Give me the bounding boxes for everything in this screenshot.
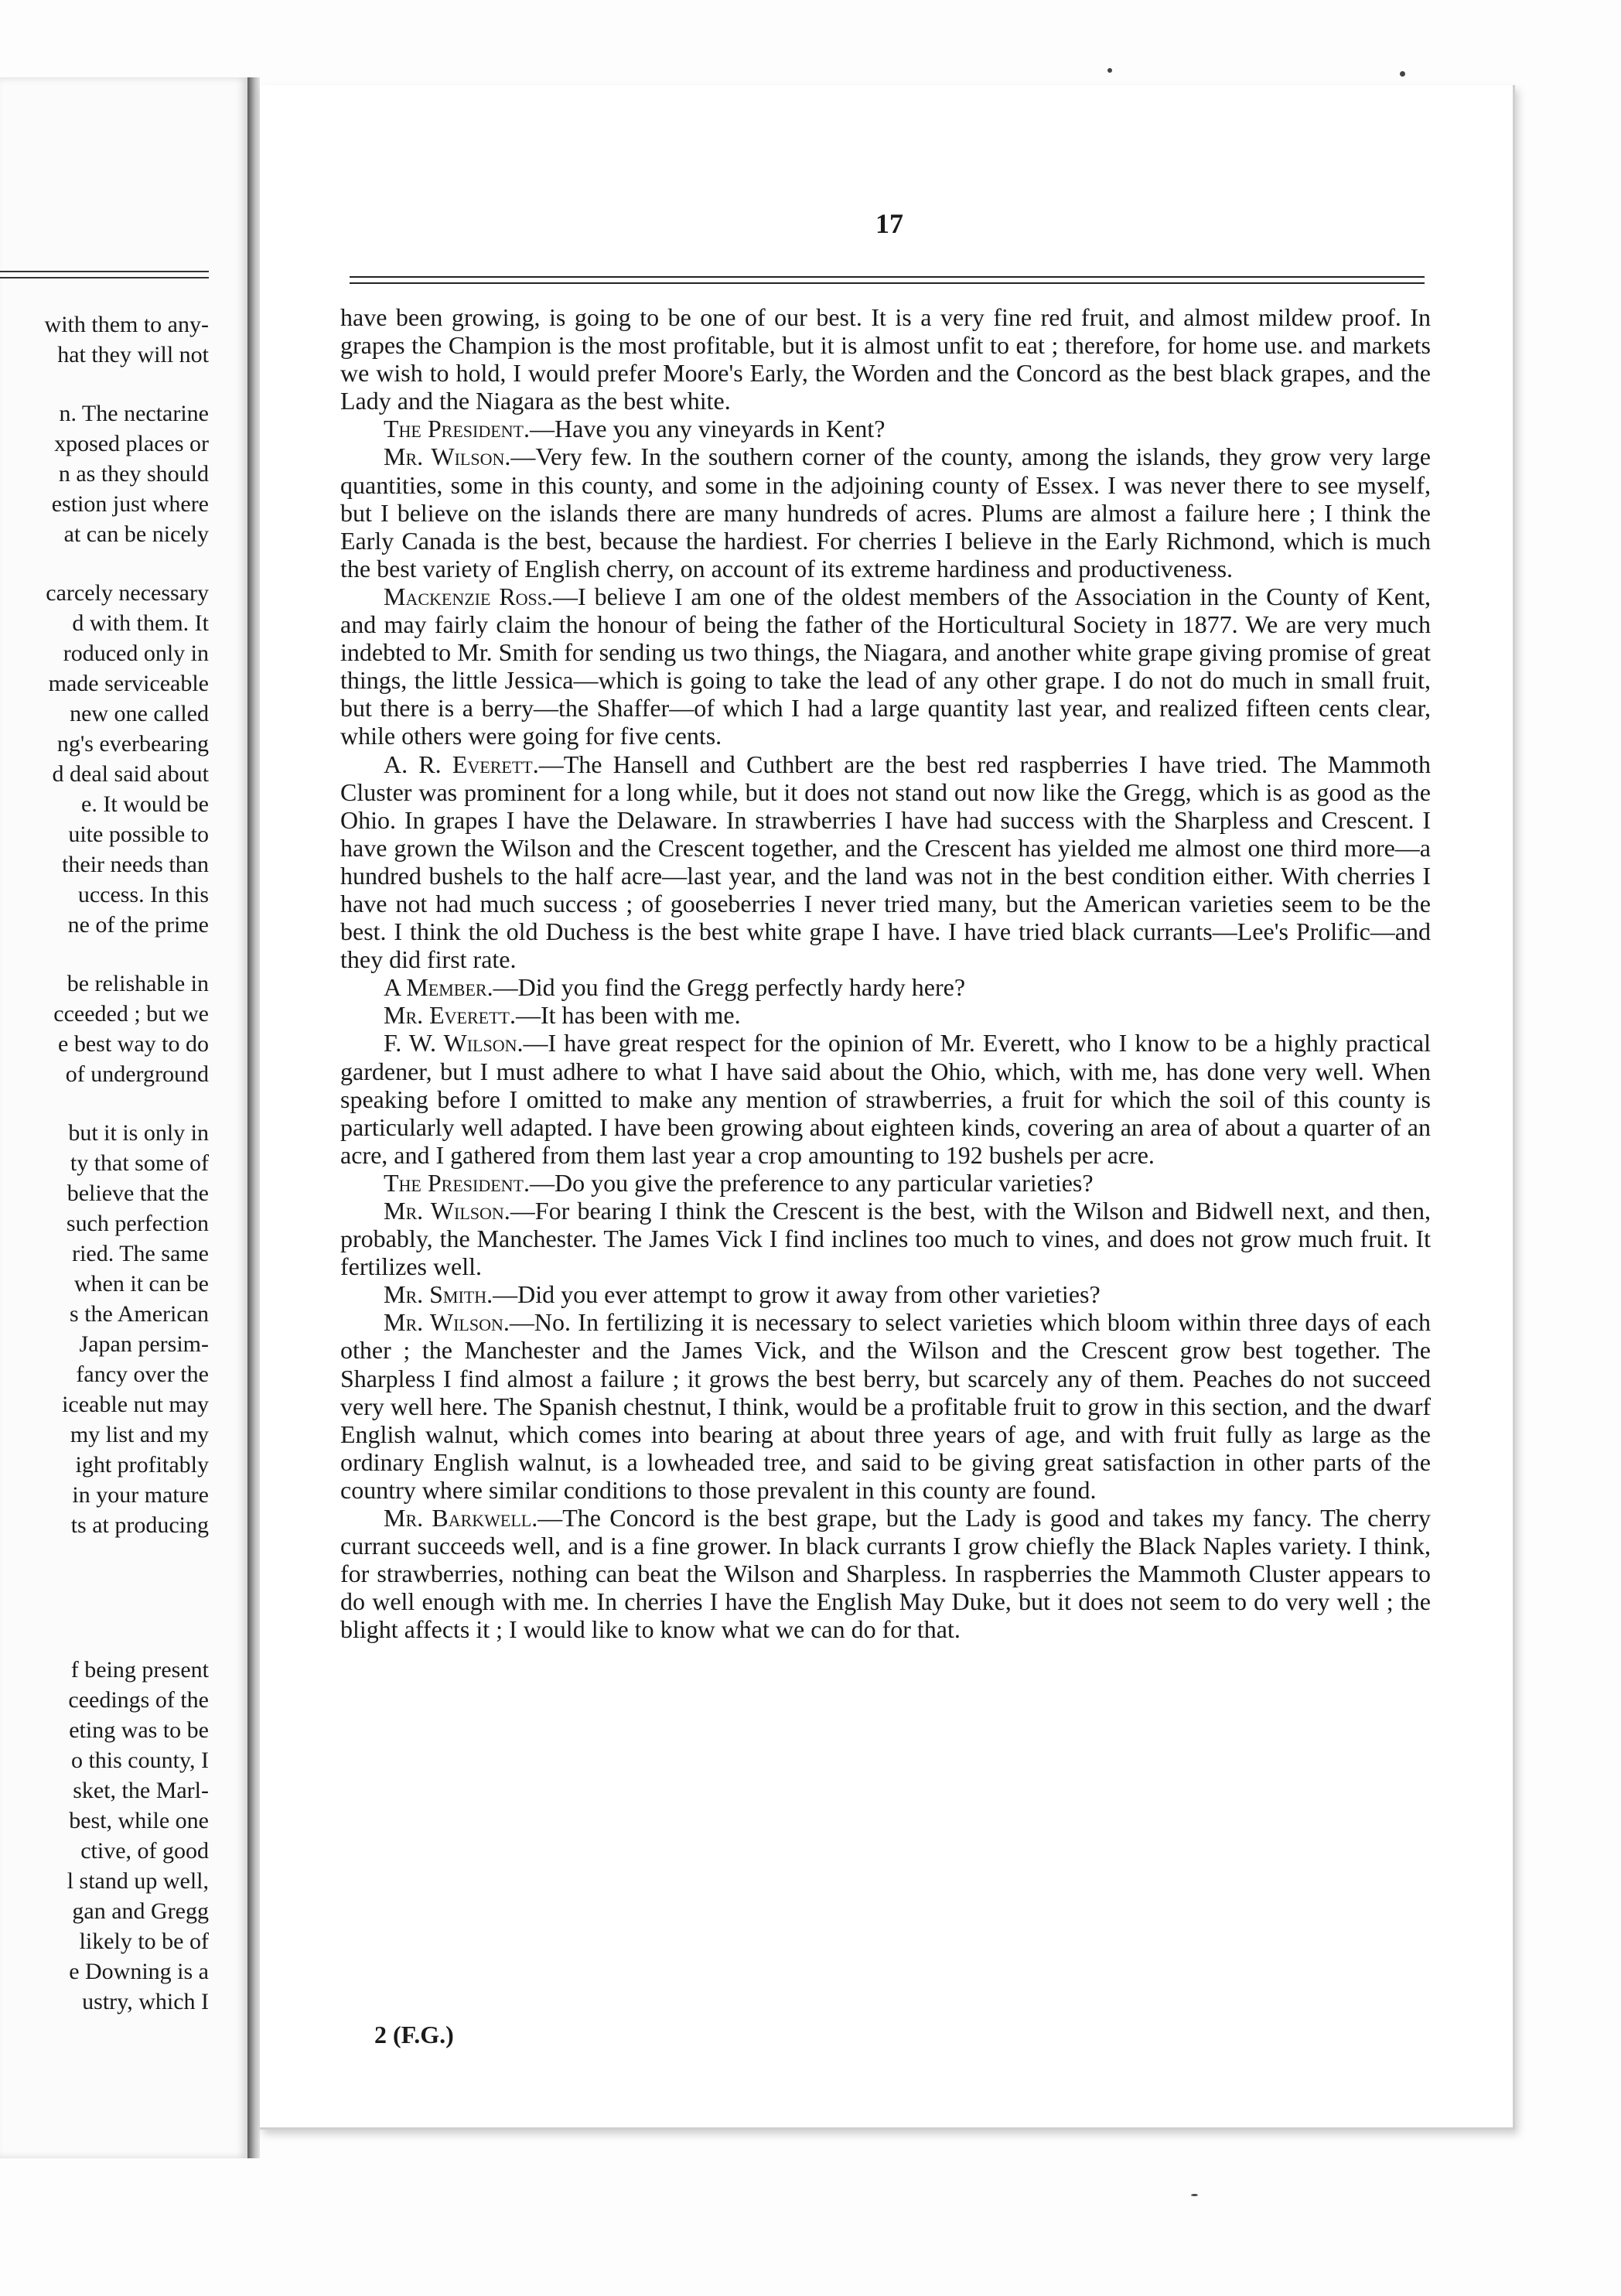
left-page-line: uite possible to [68,822,209,847]
left-page-line: their needs than [62,852,209,877]
left-page-gap [0,1569,209,1597]
left-page-line: made serviceable [48,671,209,696]
speaker-name: Mr. Everett. [384,1001,516,1030]
paragraph-text: —For bearing I think the Crescent is the best, with the Wilson and Bidwell next, and then, probably, the Manchester. The James Vick I find inclines too much to vines, and does not grow much fruit. It fertilizes well. [340,1197,1432,1281]
speaker-name: Mr. Smith. [384,1280,493,1309]
left-page-gap [0,370,209,398]
left-page-line: ng's everbearing [56,731,209,757]
left-page-line: e Downing is a [69,1959,209,1984]
scan-speck [1107,68,1112,73]
paragraph [340,1001,1431,1029]
left-header-rule [0,271,209,272]
speaker-name: Mr. Wilson. [384,1308,510,1337]
page-number: 17 [875,208,903,239]
paragraph [340,1504,1431,1643]
left-page-line: ne of the prime [67,912,209,938]
left-page-line: in your mature [72,1482,209,1508]
paragraph-text: —The Concord is the best grape, but the Lady is good and takes my fancy. The cherry currant succeeds well, and is a fine grower. In black currants I grow chiefly the Black Naples variety. I think, for strawberries, nothing can beat the Wilson and Sharpless. In raspberries the Mammoth Cluster appears to do well enough with me. In cherries I have the English May Duke, but it does not seem to do very well ; the blight affects it ; I would like to know what we can do for that. [340,1504,1432,1644]
paragraph [340,583,1431,750]
left-page-line: with them to any- [44,312,209,337]
left-page-line: Japan persim- [79,1331,209,1357]
left-page-line: uccess. In this [77,882,209,907]
left-page-line: e best way to do [58,1031,209,1057]
left-header-rule [0,277,209,278]
speaker-name: The President. [384,415,530,443]
paragraph-text: —It has been with me. [516,1001,741,1030]
paragraph-text: —Have you any vineyards in Kent? [530,415,886,443]
speaker-name: Mr. Wilson. [384,1197,510,1225]
left-page-line: fancy over the [76,1362,209,1387]
left-page-line: estion just where [51,491,209,517]
left-page-gap [0,549,209,578]
left-page-line: ight profitably [75,1452,209,1478]
left-page-line: eting was to be [69,1717,209,1743]
left-page-line: d with them. It [72,610,209,636]
left-page-line: best, while one [69,1808,209,1833]
left-page-line: be relishable in [67,971,209,996]
left-page-line: of underground [65,1061,209,1087]
paragraph [340,1308,1431,1504]
signature-mark: 2 (F.G.) [374,2021,454,2048]
paragraph-text: —Did you ever attempt to grow it away from other varieties? [493,1280,1101,1309]
left-page-gap [0,1597,209,1626]
paragraph-text: —No. In fertilizing it is necessary to select varieties which bloom within three days of each other ; the Manchester and the James Vick, and the Wilson and the Crescent grow best together. The Sharpless I find almost a failure ; it grows the best berry, but scarcely any of them. Peaches do not succeed very well here. The Spanish chestnut, I think, would be a profitable fruit to grow in this section, and the dwarf English walnut, which comes into bearing at about three years of age, and with fruit fully as large as the ordinary English walnut, is a lowheaded tree, and said to be giving great satisfaction in other parts of the country where similar conditions to those prevalent in this county are found. [340,1308,1431,1504]
left-page-line: gan and Gregg [72,1898,209,1924]
left-page-line: n. The nectarine [59,401,209,426]
paragraph [340,303,1431,415]
left-page-line: carcely necessary [46,580,209,606]
left-page-line: xposed places or [54,431,209,456]
header-rule [350,276,1425,278]
paragraph-text: —The Hansell and Cuthbert are the best red raspberries I have tried. The Mammoth Cluster was prominent for a long while, but it does not stand out now like the Gregg, which is as good as the Ohio. In grapes I have the Delaware. In strawberries I have had success with the Sharpless and Crescent. I have grown the Wilson and the Crescent together, and the Crescent has yielded me almost one third more—a hundred bushels to the half acre—last year, and the land was not in the best condition either. With cherries I have not had much success ; of gooseberries I never tried many, but the American varieties seem to be the best. I think the old Duchess is the best white grape I have. I have tried black currants—Lee's Prolific—and they did first rate. [340,750,1431,974]
left-page-fragment [0,77,251,2158]
left-page-gap [0,1089,209,1118]
left-page-line: d deal said about [52,761,209,787]
paragraph-text: have been growing, is going to be one of our best. It is a very fine red fruit, and almost mildew proof. In grapes the Champion is the most profitable, but it is almost unfit to eat ; therefore, for home use. and markets we wish to hold, I would prefer Moore's Early, the Worden and the Concord as the best black grapes, and the Lady and the Niagara as the best white. [340,303,1431,415]
speaker-name: The President. [384,1168,530,1197]
left-page-gap [0,940,209,969]
paragraph-text: —Very few. In the southern corner of the county, among the islands, they grow very large quantities, some in this county, and some in the adjoining county of Essex. I was never there to see myself, but I believe on the islands there are many hundreds of acres. Plums are almost a failure here ; I think the Early Canada is the best, because the hardiest. For cherries I believe in the Early Richmond, which is much the best variety of English cherry, on account of its extreme hardiness and productiveness. [340,442,1431,583]
paragraph [340,1197,1431,1280]
speaker-name: Mr. Barkwell. [384,1504,538,1532]
left-page-line: when it can be [73,1271,209,1297]
left-page-line: n as they should [58,461,209,487]
left-page-line: l stand up well, [67,1868,209,1894]
paragraph [340,1029,1431,1168]
scan-speck [1400,71,1405,77]
paragraph-text: —I believe I am one of the oldest members of the Association in the County of Kent, and may fairly claim the honour of being the father of the Horticultural Society in 1877. We are very much indebted to Mr. Smith for sending us two things, the Niagara, and another white grape giving promise of great things, the little Jessica—which is going to take the lead of any other grape. I do not do much in small fruit, but there is a berry—the Shaffer—of which I had a large quantity last year, and realized fifteen cents clear, while others were going for five cents. [340,582,1431,750]
left-page-line: ts at producing [70,1512,209,1538]
speaker-name: F. W. Wilson. [384,1029,524,1057]
left-page-line: sket, the Marl- [73,1778,209,1803]
left-page-line: iceable nut may [62,1392,209,1417]
paragraph [340,415,1431,442]
header-rule [350,282,1425,284]
left-page-gap [0,1626,209,1655]
paragraph [340,973,1431,1001]
binding-gutter [247,77,260,2158]
left-page-text [0,309,209,2017]
paragraph [340,1280,1431,1308]
left-page-line: s the American [70,1301,209,1327]
left-page-line: ustry, which I [82,1989,209,2014]
left-page-line: likely to be of [79,1929,209,1954]
left-page-line: such perfection [66,1211,209,1236]
left-page-gap [0,1540,209,1569]
left-page-line: f being present [70,1657,209,1683]
left-page-line: at can be nicely [63,521,209,547]
left-page-line: e. It would be [81,791,209,817]
left-page-line: ctive, of good [80,1838,209,1864]
left-page-line: ried. The same [72,1241,209,1266]
paragraph [340,442,1431,582]
left-page-line: ceedings of the [68,1687,209,1713]
speaker-name: Mr. Wilson. [384,442,511,471]
paragraph-text: —Did you find the Gregg perfectly hardy here? [493,973,966,1002]
speaker-name: Mackenzie Ross. [384,582,554,610]
scan-speck [1191,2194,1198,2196]
body-text [340,303,1431,1644]
speaker-name: A. R. Everett. [384,750,539,778]
left-page-line: cceeded ; but we [53,1001,209,1027]
left-page-line: roduced only in [63,641,209,666]
left-page-line: my list and my [70,1422,209,1447]
left-page-line: new one called [70,701,209,726]
left-page-line: ty that some of [70,1150,209,1176]
paragraph [340,750,1431,974]
left-page-line: but it is only in [68,1120,209,1146]
left-page-line: hat they will not [57,342,209,367]
paragraph-text: —Do you give the preference to any particular varieties? [530,1168,1094,1197]
paragraph [340,1169,1431,1197]
left-page-line: believe that the [67,1180,209,1206]
speaker-name: A Member. [384,973,493,1002]
left-page-line: o this county, I [70,1748,209,1773]
paragraph-text: —I have great respect for the opinion of Mr. Everett, who I know to be a highly practical gardener, but I must adhere to what I have said about the Ohio, which, with me, has done very well. When speaking before I omitted to make any mention of strawberries, a fruit for which the soil of this county is particularly well adapted. I have been growing about eighteen kinds, covering an area of about a quarter of an acre, and I gathered from them last year a crop amounting to 192 bushels per acre. [340,1029,1431,1169]
